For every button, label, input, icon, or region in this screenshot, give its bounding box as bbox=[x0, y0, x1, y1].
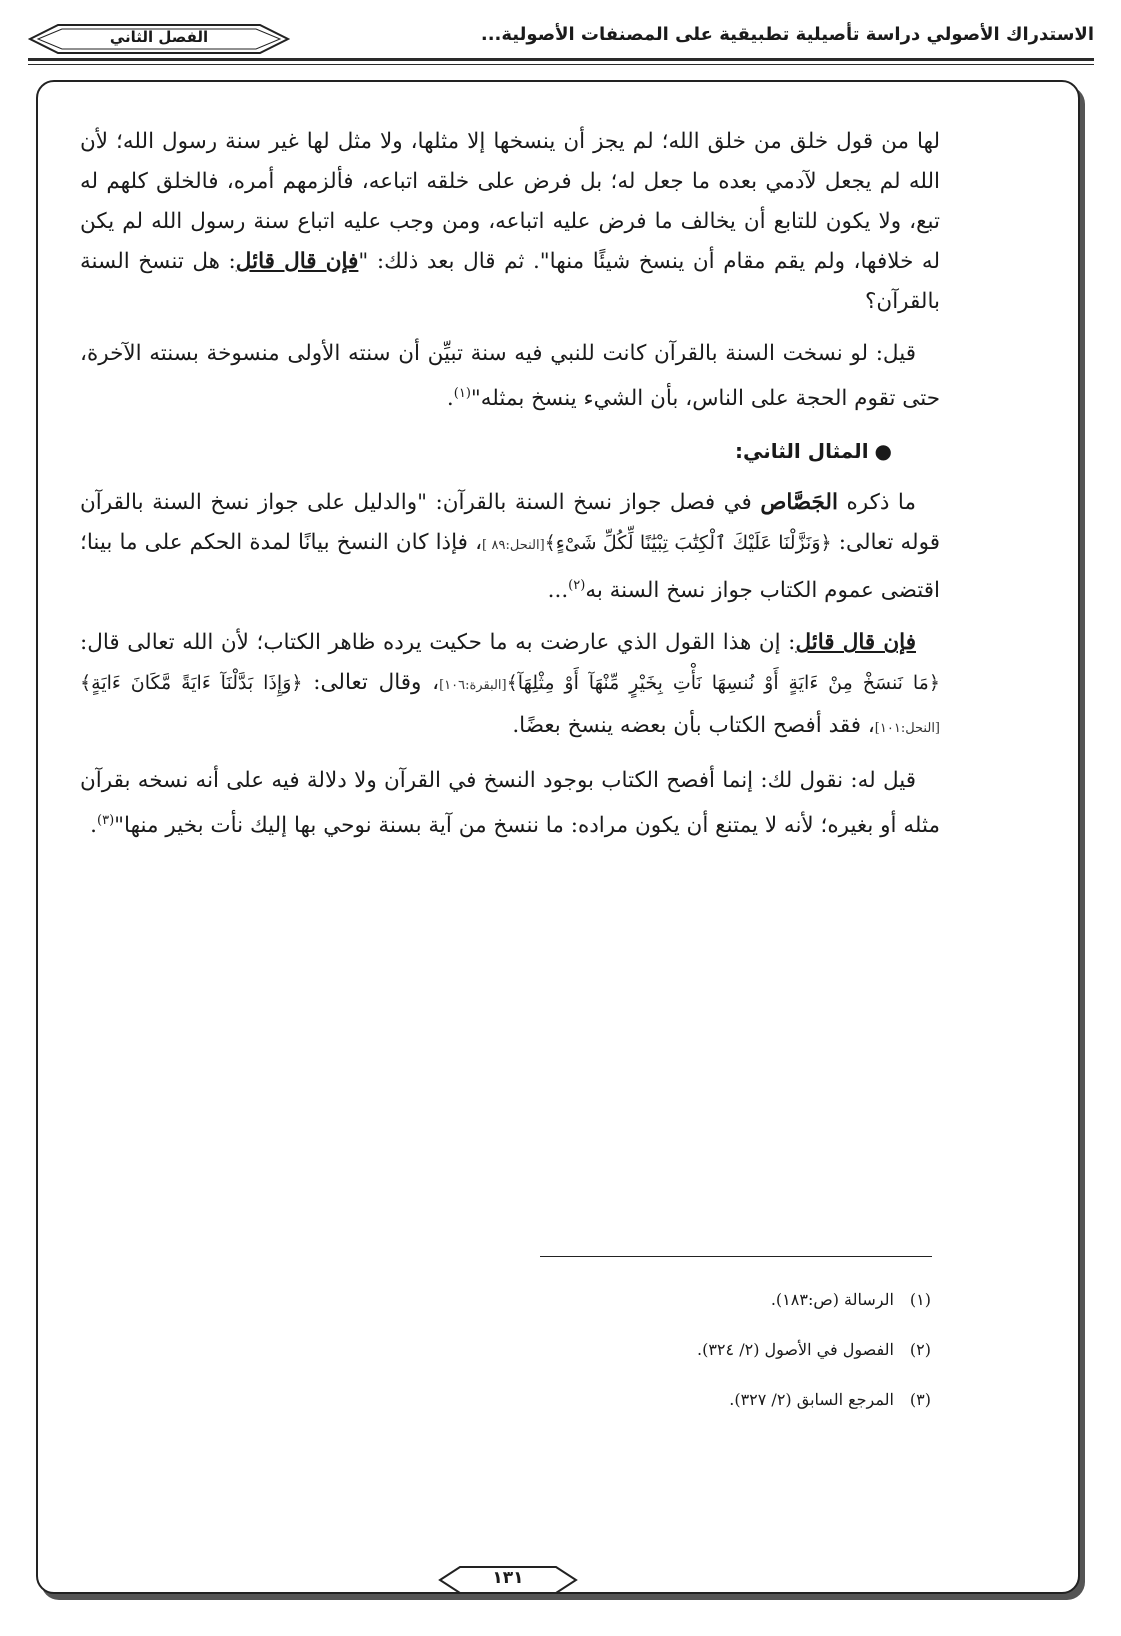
book-title: الاستدراك الأصولي دراسة تأصيلية تطبيقية على المصنفات الأصولية... bbox=[480, 24, 1094, 45]
section-heading-text: المثال الثاني: bbox=[735, 439, 869, 464]
footnote-ref-2[interactable]: (٢) bbox=[568, 578, 586, 594]
page-number-badge bbox=[438, 1564, 578, 1596]
header-rule bbox=[28, 58, 1094, 61]
paragraph-3-start: ما ذكره bbox=[837, 490, 916, 516]
footnote-1 bbox=[231, 1286, 931, 1314]
paragraph-3-mid: في فصل جواز نسخ السنة بالقرآن: "والدليل على جواز نسخ السنة بالقرآن قوله تعالى: bbox=[80, 490, 940, 556]
paragraph-2-end: . bbox=[446, 386, 454, 412]
scholar-name: الجَصَّاص bbox=[760, 490, 838, 516]
footnote-ref-3[interactable]: (٣) bbox=[97, 813, 115, 829]
paragraph-3-end: ... bbox=[547, 578, 569, 604]
verse-ref-3: [النحل:١٠١] bbox=[874, 721, 940, 737]
main-text bbox=[80, 122, 940, 858]
footnote-divider bbox=[540, 1256, 932, 1257]
footnote-number: (٣) bbox=[909, 1390, 931, 1409]
paragraph-4 bbox=[80, 623, 940, 749]
footnote-ref-1[interactable]: (١) bbox=[453, 386, 471, 401]
paragraph-2 bbox=[80, 334, 940, 419]
footnote-2 bbox=[231, 1336, 931, 1364]
footnote-number: (١) bbox=[909, 1290, 931, 1309]
verse-ref-1: [النحل:٨٩ ] bbox=[482, 538, 545, 554]
footnote-text: الرسالة (ص:١٨٣). bbox=[770, 1290, 894, 1309]
paragraph-1-bold: فإن قال قائل bbox=[235, 249, 359, 274]
paragraph-1-end: : هل تنسخ السنة بالقرآن؟ bbox=[80, 249, 940, 314]
chapter-label: الفصل الثاني bbox=[109, 28, 209, 46]
paragraph-1-text: لها من قول خلق من خلق الله؛ لم يجز أن ينسخها إلا مثلها، ولا مثل لها غير سنة رسول الله؛ لأن الله لم يجعل لآدمي بعده ما جعل له؛ بل فرض على خلقه اتباعه، فألزمهم أمره، فالخلق كلهم له تبع، ولا يكون للتابع أن يخالف ما فرض عليه اتباعه، ومن وجب عليه اتباع سنة رسول الله لم يكن له خلافها، ولم يقم مقام أن ينسخ شيئًا منها". ثم قال بعد ذلك: " bbox=[80, 129, 940, 274]
paragraph-2-text: قيل: لو نسخت السنة بالقرآن كانت للنبي فيه سنة تبيِّن أن سنته الأولى منسوخة بسنته الآخرة، حتى تقوم الحجة على الناس، بأن الشيء ينسخ بمثله" bbox=[80, 341, 940, 412]
quran-verse-2: ﴿مَا نَنسَخْ مِنْ ءَايَةٍ أَوْ نُنسِهَا نَأْتِ بِخَيْرٍ مِّنْهَآ أَوْ مِثْلِهَآ﴾ bbox=[506, 672, 940, 695]
footnote-text: الفصول في الأصول (٢/ ٣٢٤). bbox=[697, 1340, 894, 1359]
header-rule-thin bbox=[28, 64, 1094, 65]
paragraph-4-b: ، وقال تعالى: bbox=[302, 670, 440, 696]
chapter-tag bbox=[28, 22, 290, 56]
footnote-number: (٢) bbox=[909, 1340, 931, 1359]
paragraph-4-a: : إن هذا القول الذي عارضت به ما حكيت يرده ظاهر الكتاب؛ لأن الله تعالى قال: bbox=[80, 630, 796, 656]
footnotes bbox=[231, 1286, 931, 1436]
bullet-icon: ● bbox=[874, 439, 892, 464]
paragraph-5-text: قيل له: نقول لك: إنما أفصح الكتاب بوجود النسخ في القرآن ولا دلالة فيه على أنه نسخه بقرآن مثله أو بغيره؛ لأنه لا يمتنع أن يكون مراده: ما ننسخ من آية بسنة نوحي بها إليك نأت بخير منها" bbox=[80, 768, 940, 839]
footnote-text: المرجع السابق (٢/ ٣٢٧). bbox=[729, 1390, 894, 1409]
section-heading bbox=[80, 431, 940, 471]
paragraph-3 bbox=[80, 483, 940, 611]
paragraph-1 bbox=[80, 122, 940, 322]
page-number: ١٣١ bbox=[492, 1568, 524, 1588]
footnote-3 bbox=[231, 1386, 931, 1414]
quran-verse-3: ﴿وَإِذَا بَدَّلْنَآ ءَايَةً مَّكَانَ ءَايَةٍ﴾ bbox=[80, 672, 303, 695]
verse-ref-2: [البقرة:١٠٦] bbox=[439, 678, 507, 694]
paragraph-5-end: . bbox=[90, 813, 98, 839]
paragraph-3-after: ، فإذا كان النسخ بيانًا لمدة الحكم على ما بينا؛ اقتضى عموم الكتاب جواز نسخ السنة به bbox=[80, 530, 940, 604]
paragraph-4-bold: فإن قال قائل bbox=[795, 630, 916, 656]
paragraph-5 bbox=[80, 761, 940, 846]
quran-verse-1: ﴿وَنَزَّلْنَا عَلَيْكَ ٱلْكِتَٰبَ تِبْيَٰنًا لِّكُلِّ شَىْءٍ﴾ bbox=[544, 532, 832, 555]
paragraph-4-c: ، فقد أفصح الكتاب بأن بعضه ينسخ بعضًا. bbox=[512, 713, 875, 739]
